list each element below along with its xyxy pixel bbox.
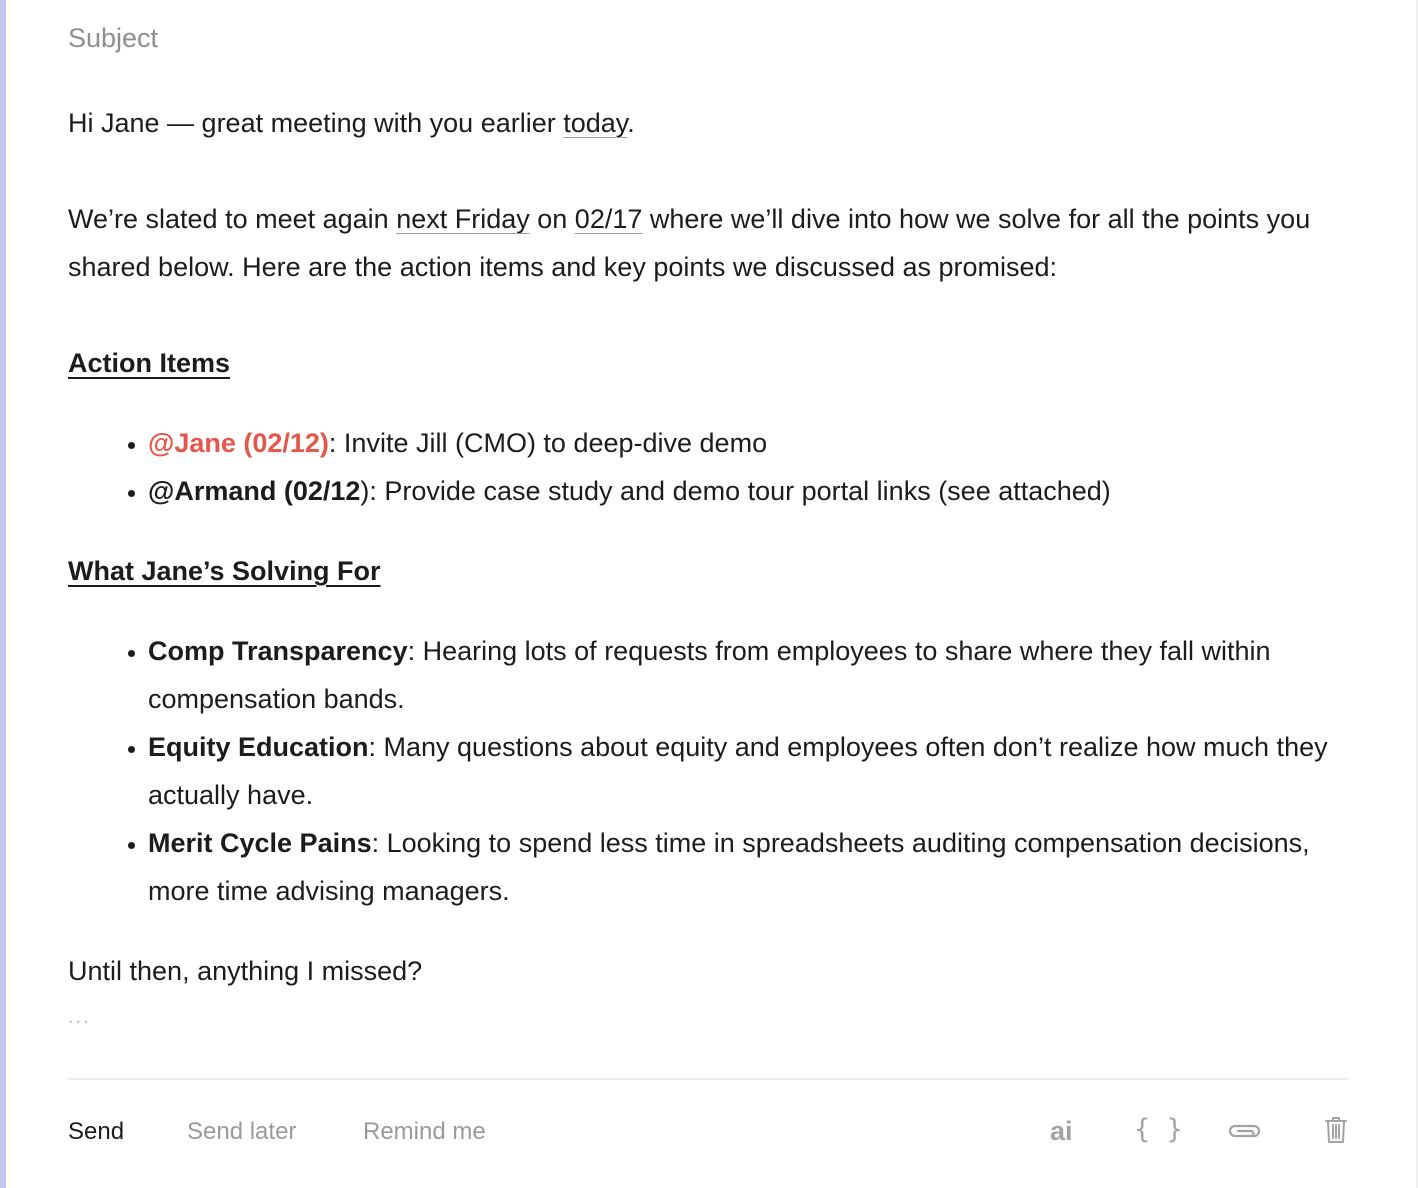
point-title: Comp Transparency: [148, 636, 408, 666]
greeting-prefix: Hi Jane — great meeting with you earlier: [68, 108, 564, 138]
list-item: [148, 723, 1358, 819]
remind-me-button[interactable]: Remind me: [363, 1118, 486, 1145]
subject-field[interactable]: Subject: [68, 23, 159, 53]
date-link-0217[interactable]: 02/17: [574, 204, 643, 234]
point-title: Merit Cycle Pains: [148, 828, 372, 858]
solving-for-heading: What Jane’s Solving For: [68, 556, 381, 586]
action-items-heading: Action Items: [68, 348, 231, 378]
solving-for-list: [68, 627, 1358, 915]
greeting-suffix: .: [627, 108, 635, 138]
show-trimmed-ellipsis[interactable]: ...: [68, 1006, 91, 1028]
intro-part2: on: [529, 204, 575, 234]
mention-jane[interactable]: @Jane (02/12): [148, 428, 329, 458]
point-title: Equity Education: [148, 732, 369, 762]
send-later-button[interactable]: Send later: [187, 1118, 297, 1145]
date-link-next-friday[interactable]: next Friday: [396, 204, 530, 234]
action-item-text: : Invite Jill (CMO) to deep-dive demo: [328, 428, 768, 458]
point-text: : Hearing lots of requests from employees to share where they fall within compensation bands.: [148, 636, 1271, 714]
trash-icon[interactable]: [1324, 1116, 1348, 1144]
toolbar-divider: [68, 1078, 1348, 1080]
list-item: [148, 627, 1358, 723]
point-text: : Many questions about equity and employees often don’t realize how much they actually have.: [148, 732, 1328, 810]
list-item: [148, 419, 1358, 467]
ai-icon[interactable]: ai: [1050, 1116, 1073, 1146]
composer-toolbar: [68, 1110, 1350, 1156]
action-item-text: ): Provide case study and demo tour portal links (see attached): [360, 476, 1111, 506]
intro-part1: We’re slated to meet again: [68, 204, 397, 234]
date-link-today[interactable]: today: [563, 108, 628, 138]
closing-line: Until then, anything I missed?: [68, 956, 423, 986]
braces-icon[interactable]: { }: [1134, 1114, 1183, 1145]
mention-armand[interactable]: @Armand (02/12: [148, 476, 361, 506]
list-item: [148, 467, 1358, 515]
send-button[interactable]: Send: [68, 1118, 125, 1145]
greeting-line: [68, 99, 1358, 147]
list-item: [148, 819, 1358, 915]
email-body[interactable]: [68, 99, 1358, 995]
action-items-list: [68, 419, 1358, 515]
point-text: : Looking to spend less time in spreadsheets auditing compensation decisions, more time advising managers.: [148, 828, 1310, 906]
paperclip-icon[interactable]: [1226, 1120, 1264, 1142]
intro-part3: where we’ll dive into how we solve for all the points you shared below. Here are the action items and key points we discussed as promised:: [68, 204, 1311, 282]
intro-paragraph: [68, 195, 1358, 291]
left-accent-bar: [0, 0, 6, 1188]
